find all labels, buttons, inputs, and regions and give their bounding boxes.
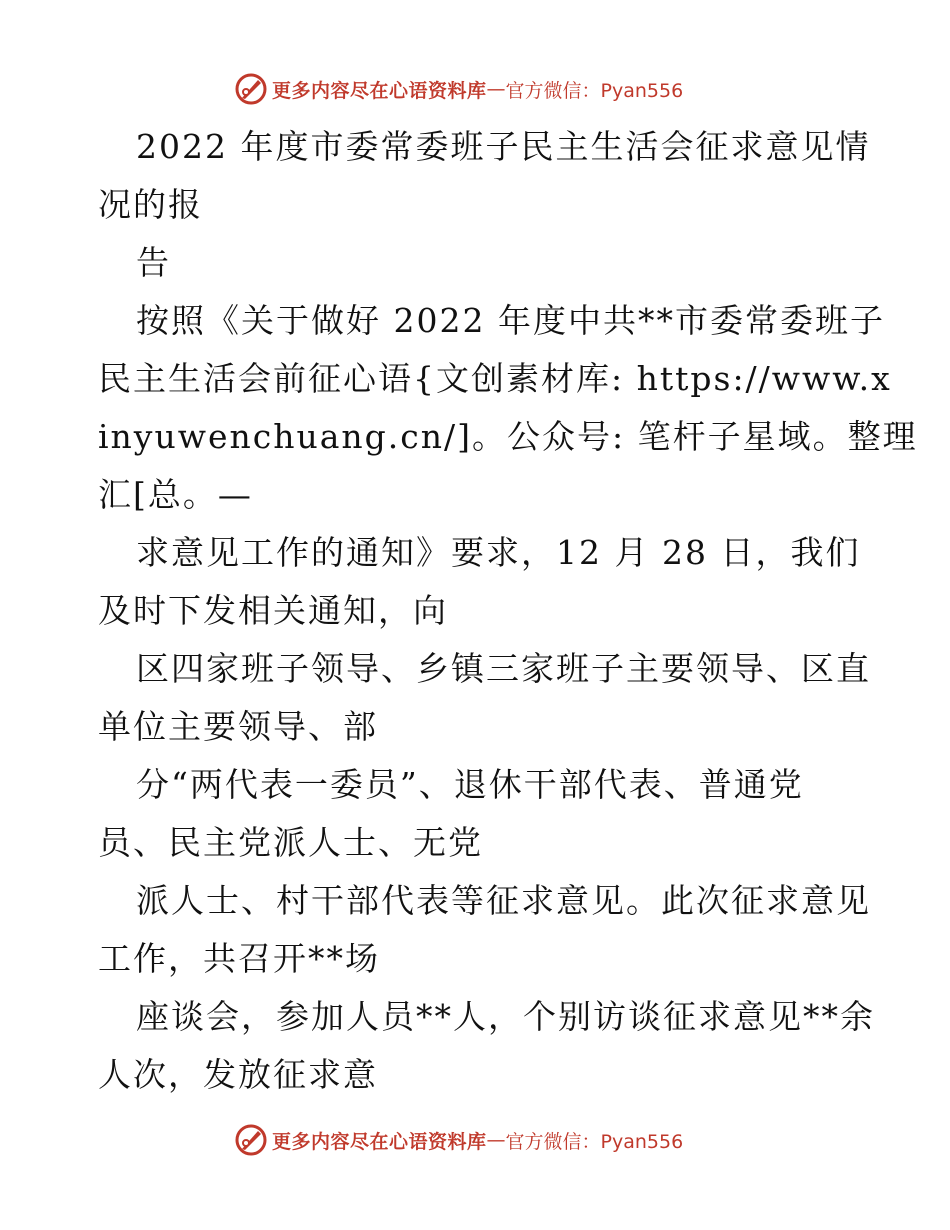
document-body: [98, 118, 918, 1104]
banner-separator: —: [486, 78, 506, 100]
title-line-3: 告: [136, 243, 171, 282]
quill-logo-icon: [234, 72, 268, 106]
paragraph-line: 单位主要领导、部: [98, 707, 378, 746]
paragraph-line: 及时下发相关通知，向: [98, 591, 448, 630]
banner-slogan: 更多内容尽在心语资料库: [272, 79, 487, 102]
paragraph-line: 区四家班子领导、乡镇三家班子主要领导、区直: [136, 649, 871, 688]
paragraph-line: 员、民主党派人士、无党: [98, 823, 483, 862]
footer-banner[interactable]: [234, 1123, 754, 1157]
paragraph-line: 求意见工作的通知》要求，12 月 28 日，我们: [136, 533, 861, 572]
title-line-2: 况的报: [98, 185, 203, 224]
banner-separator: —: [486, 1129, 506, 1151]
paragraph-line: 按照《关于做好 2022 年度中共**市委常委班子: [136, 301, 885, 340]
paragraph-line: 工作，共召开**场: [98, 939, 380, 978]
title-line-1: 2022 年度市委常委班子民主生活会征求意见情: [136, 127, 871, 166]
paragraph-line: 座谈会，参加人员**人，个别访谈征求意见**余: [136, 997, 875, 1036]
paragraph-line: 民主生活会前征心语{文创素材库: https://www.x: [98, 359, 892, 398]
paragraph-line: 分“两代表一委员”、退休干部代表、普通党: [136, 765, 804, 804]
banner-wechat: 官方微信：Pyan556: [505, 1130, 684, 1153]
paragraph-line: 人次，发放征求意: [98, 1055, 378, 1094]
header-banner[interactable]: [234, 72, 754, 106]
paragraph-line: 汇[总。—: [98, 475, 253, 514]
quill-logo-icon: [234, 1123, 268, 1157]
banner-slogan: 更多内容尽在心语资料库: [272, 1130, 487, 1153]
paragraph-line: inyuwenchuang.cn/]。公众号: 笔杆子星域。整理: [98, 417, 918, 456]
banner-wechat: 官方微信：Pyan556: [505, 79, 684, 102]
paragraph-line: 派人士、村干部代表等征求意见。此次征求意见: [136, 881, 871, 920]
